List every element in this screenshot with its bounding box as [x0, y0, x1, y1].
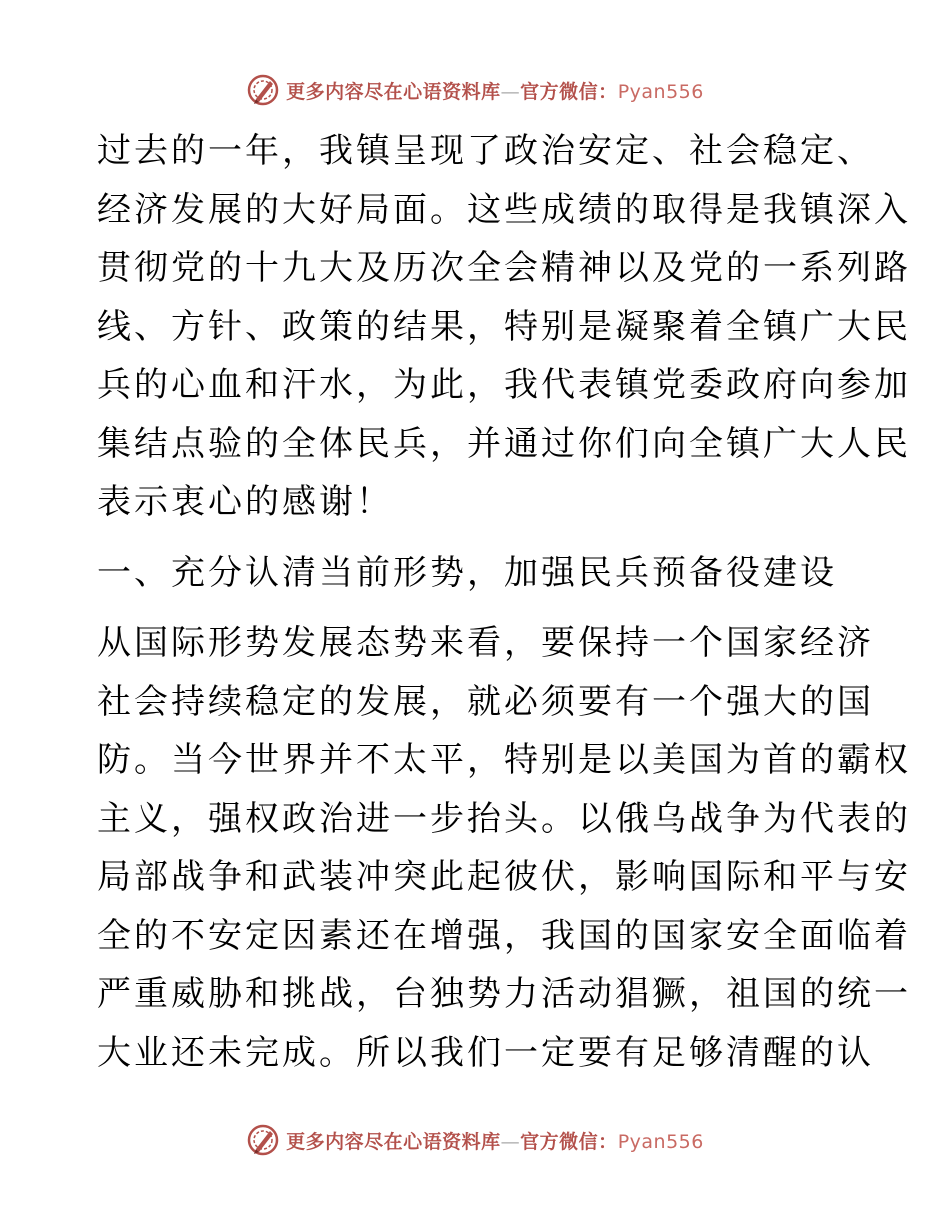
header-banner-handle: Pyan556 [617, 80, 704, 103]
pen-nib-logo-icon [246, 73, 280, 107]
header-banner-sep: — [500, 80, 521, 103]
text-line: 局部战争和武装冲突此起彼伏，影响国际和平与安 [97, 857, 911, 897]
paragraph-gap [97, 532, 857, 544]
footer-banner-handle: Pyan556 [617, 1130, 704, 1153]
footer-banner-main: 更多内容尽在心语资料库 [286, 1130, 501, 1153]
header-banner-wechat: 官方微信： [520, 80, 618, 103]
document-body [97, 122, 911, 1082]
header-banner [0, 70, 950, 110]
text-line: 主义，强权政治进一步抬头。以俄乌战争为代表的 [97, 798, 911, 839]
text-line: 全的不安定因素还在增强，我国的国家安全面临着 [97, 915, 911, 956]
footer-banner-text [286, 1127, 704, 1154]
section-heading-text: 一、充分认清当前形势，加强民兵预备役建设 [97, 552, 837, 593]
section-heading [97, 544, 857, 603]
text-line: 从国际形势发展态势来看，要保持一个国家经济 [97, 623, 874, 663]
header-banner-text [286, 77, 704, 104]
text-line: 大业还未完成。所以我们一定要有足够清醒的认 [97, 1032, 874, 1073]
text-line: 表示衷心的感谢！ [97, 482, 393, 522]
footer-banner-sep: — [500, 1130, 521, 1153]
text-line: 线、方针、政策的结果，特别是凝聚着全镇广大民 [97, 306, 911, 347]
text-line: 过去的一年，我镇呈现了政治安定、社会稳定、 [97, 131, 874, 171]
text-line: 严重威胁和挑战，台独势力活动猖獗，祖国的统一 [97, 974, 911, 1014]
paragraph-gap [97, 602, 857, 614]
text-line: 社会持续稳定的发展，就必须要有一个强大的国 [97, 681, 874, 722]
paragraph-international [97, 614, 911, 1082]
footer-banner-wechat: 官方微信： [520, 1130, 618, 1153]
text-line: 经济发展的大好局面。这些成绩的取得是我镇深入 [97, 189, 911, 230]
pen-nib-logo-icon [246, 1123, 280, 1157]
text-line: 防。当今世界并不太平，特别是以美国为首的霸权 [97, 740, 911, 780]
text-line: 集结点验的全体民兵，并通过你们向全镇广大人民 [97, 423, 911, 464]
header-banner-main: 更多内容尽在心语资料库 [286, 80, 501, 103]
paragraph-intro [97, 122, 911, 532]
text-line: 贯彻党的十九大及历次全会精神以及党的一系列路 [97, 248, 911, 288]
footer-banner [0, 1120, 950, 1160]
text-line: 兵的心血和汗水，为此，我代表镇党委政府向参加 [97, 365, 911, 405]
